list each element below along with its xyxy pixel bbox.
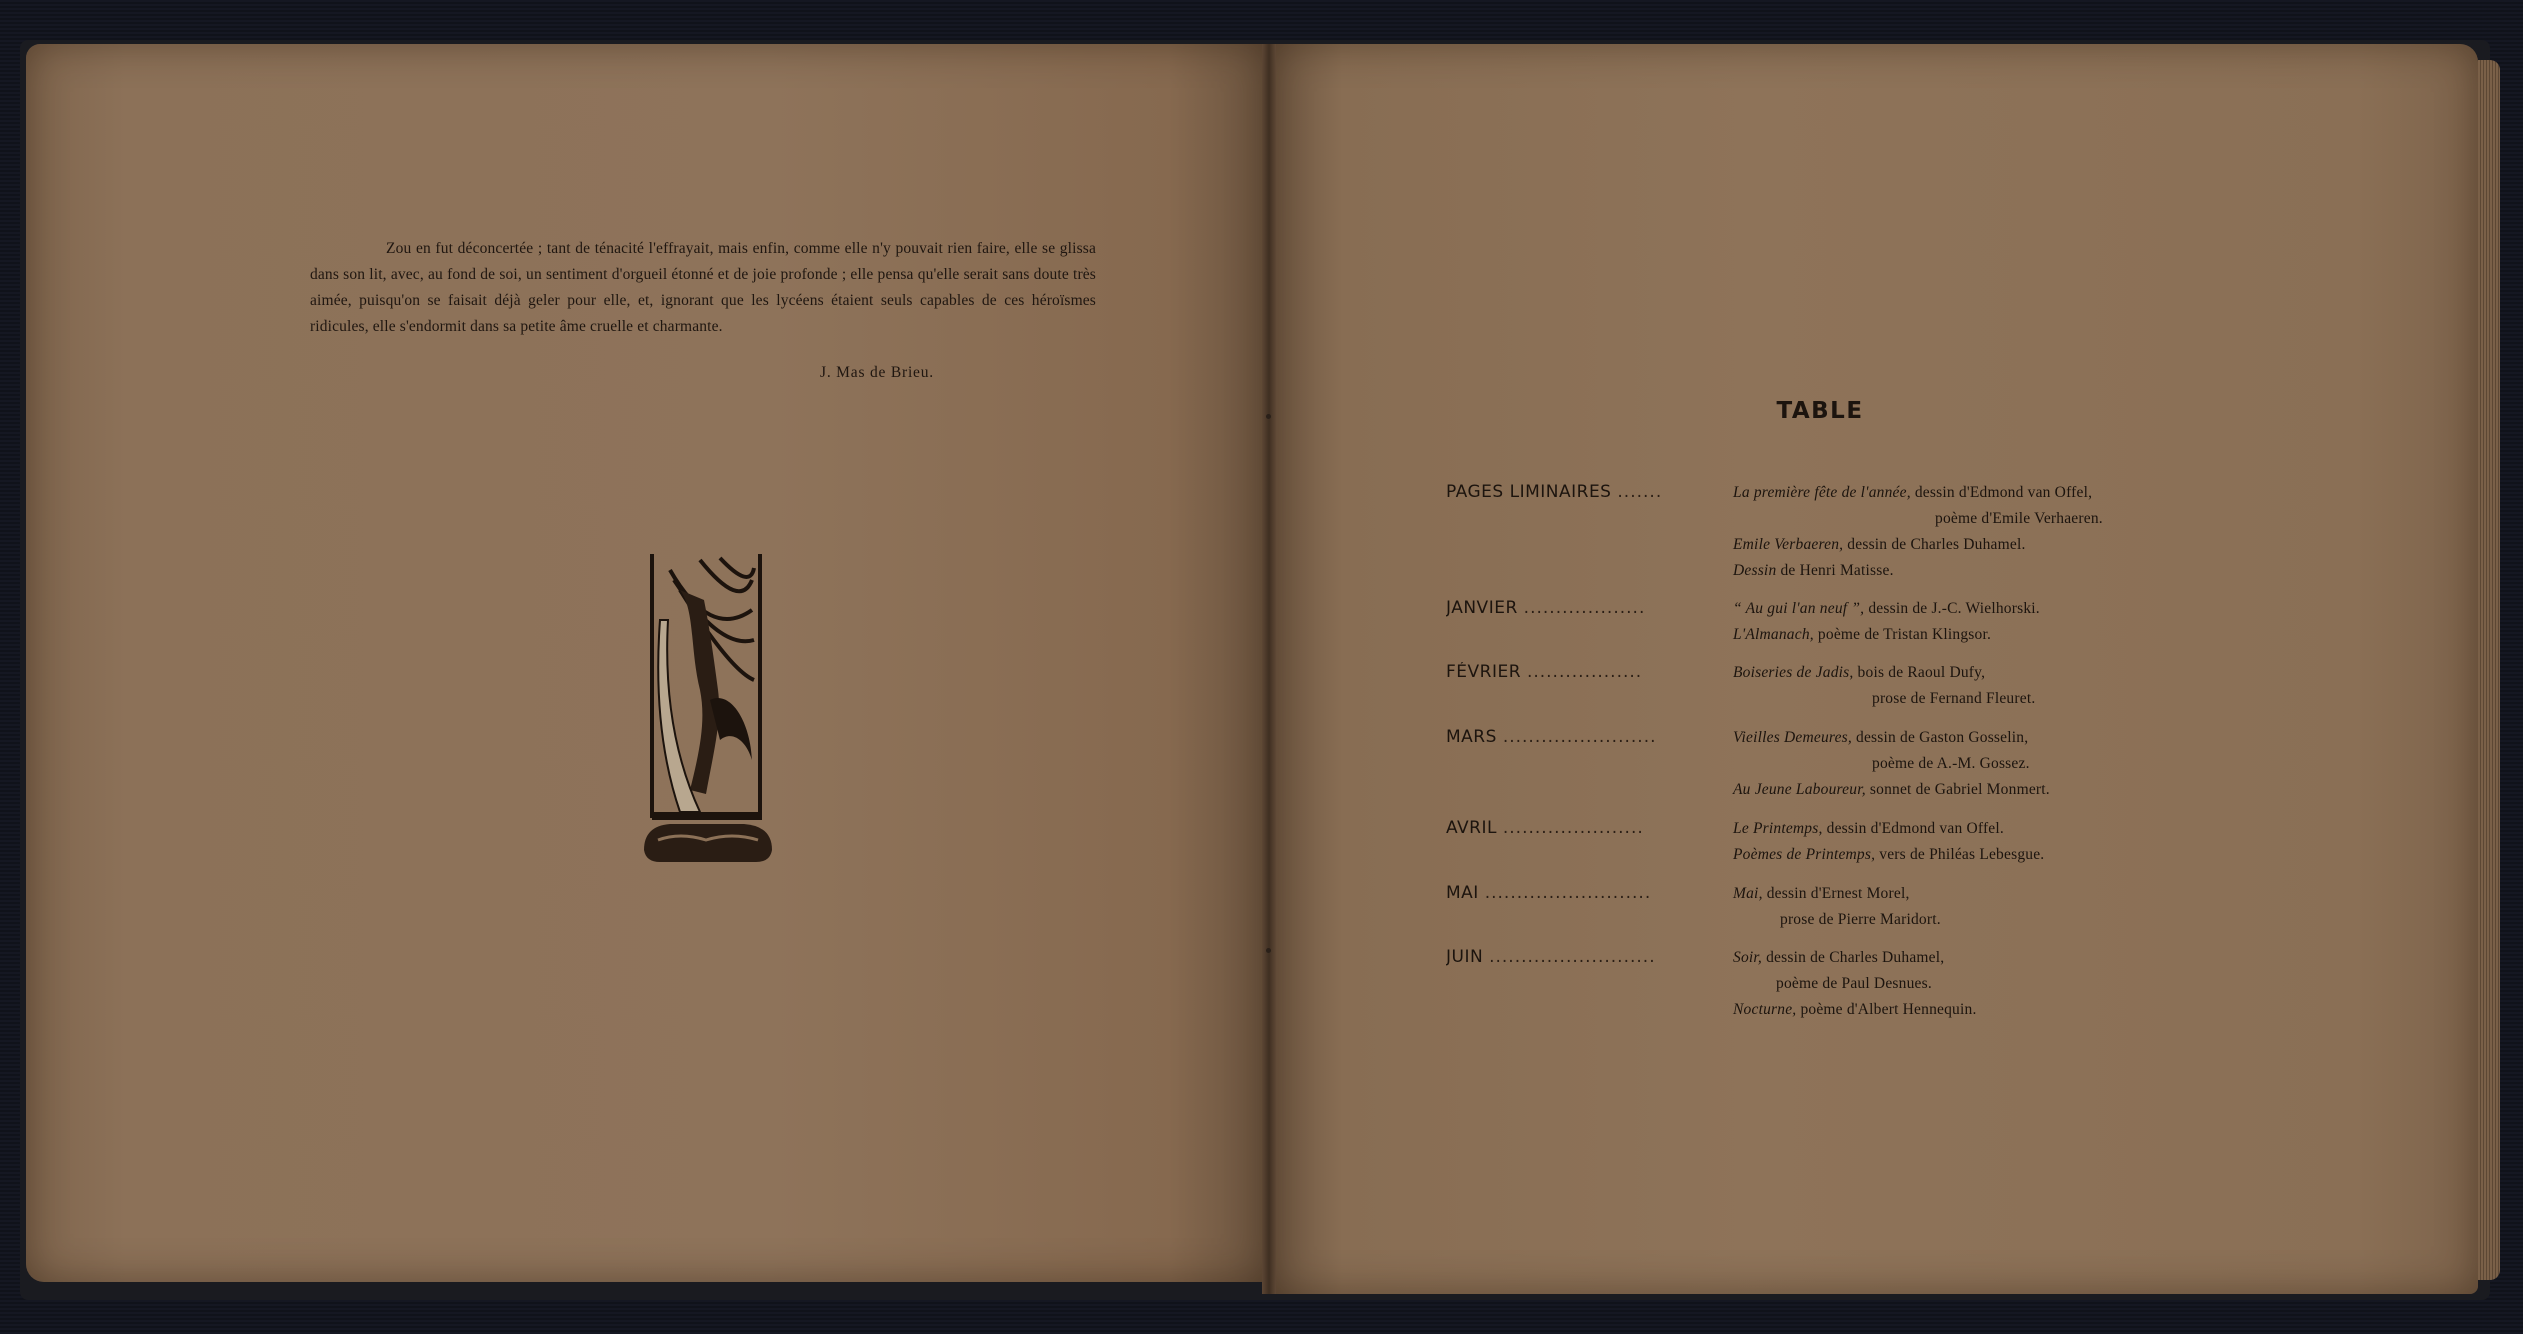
- vignette-illustration: [640, 550, 780, 870]
- toc-leader-dots: ......................: [1502, 818, 1644, 838]
- toc-work-title: L'Almanach,: [1733, 626, 1814, 643]
- toc-credit: vers de Philéas Lebesgue.: [1875, 846, 2045, 863]
- binding-stitch: [1266, 948, 1271, 953]
- author-signature: J. Mas de Brieu.: [820, 364, 934, 381]
- toc-leader-dots: ..........................: [1484, 883, 1652, 903]
- toc-work-title: “ Au gui l'an neuf ”,: [1733, 600, 1865, 617]
- toc-work-title: Emile Verbaeren,: [1733, 536, 1844, 553]
- page-edges: [2478, 60, 2500, 1280]
- paragraph-text: Zou en fut déconcertée ; tant de ténacité l'effrayait, mais enfin, comme elle n'y pouvait rien faire, elle se glissa dans son lit, avec, au fond de soi, un sentiment d'orgueil étonné et de joie profonde ; elle pensa qu'elle serait sans doute très aimée, puisqu'on se faisait déjà geler pour elle, et, ignorant que les lycéens étaient seuls capables de ces héroïsmes ridicules, elle s'endormit dans sa petite âme cruelle et charmante.: [310, 240, 1096, 335]
- toc-entry-line: [1733, 1001, 1977, 1019]
- table-title: TABLE: [1776, 398, 1864, 424]
- toc-leader-dots: ........................: [1502, 727, 1657, 747]
- toc-entry-line: [1733, 781, 2050, 799]
- toc-credit: poème de Paul Desnues.: [1776, 975, 1932, 992]
- toc-entry-line: [1733, 820, 2004, 838]
- toc-entry-line: [1776, 975, 1932, 993]
- toc-leader-dots: ..................: [1526, 662, 1643, 682]
- toc-entry-line: [1733, 484, 2092, 502]
- toc-credit: poème de Tristan Klingsor.: [1813, 626, 1992, 643]
- toc-entry-label: [1446, 598, 1714, 618]
- toc-entry-label: [1446, 662, 1714, 682]
- toc-credit: dessin de Charles Duhamel.: [1843, 536, 2026, 553]
- toc-entry-label: [1446, 947, 1714, 967]
- toc-credit: dessin d'Edmond van Offel,: [1910, 484, 2093, 501]
- toc-entry-line: [1733, 626, 1991, 644]
- toc-work-title: Poèmes de Printemps,: [1733, 846, 1876, 863]
- toc-entry-line: [1935, 510, 2103, 528]
- toc-credit: de Henri Matisse.: [1776, 562, 1894, 579]
- toc-entry-line: [1733, 664, 1985, 682]
- toc-entry-line: [1733, 729, 2028, 747]
- toc-entry-line: [1872, 755, 2030, 773]
- toc-leader-dots: ...................: [1523, 598, 1646, 618]
- toc-month: JANVIER: [1446, 598, 1524, 618]
- toc-work-title: Dessin: [1733, 562, 1777, 579]
- toc-work-title: La première fête de l'année,: [1733, 484, 1911, 501]
- toc-entry-label: [1446, 883, 1714, 903]
- toc-credit: sonnet de Gabriel Monmert.: [1865, 781, 2050, 798]
- toc-entry-label: [1446, 727, 1714, 747]
- toc-month: FÉVRIER: [1446, 662, 1527, 682]
- toc-work-title: Boiseries de Jadis,: [1733, 664, 1854, 681]
- toc-credit: bois de Raoul Dufy,: [1853, 664, 1986, 681]
- toc-month: PAGES LIMINAIRES: [1446, 482, 1618, 502]
- toc-credit: poème de A.-M. Gossez.: [1872, 755, 2030, 772]
- toc-credit: dessin d'Edmond van Offel.: [1822, 820, 2004, 837]
- toc-credit: dessin de Charles Duhamel,: [1762, 949, 1945, 966]
- toc-credit: dessin d'Ernest Morel,: [1762, 885, 1910, 902]
- toc-credit: prose de Pierre Maridort.: [1780, 911, 1941, 928]
- toc-leader-dots: .......: [1617, 482, 1663, 502]
- toc-entry-line: [1733, 846, 2044, 864]
- toc-month: MAI: [1446, 883, 1485, 903]
- toc-work-title: Mai,: [1733, 885, 1763, 902]
- toc-entry-label: [1446, 482, 1714, 502]
- toc-work-title: Vieilles Demeures,: [1733, 729, 1852, 746]
- toc-credit: dessin de J.-C. Wielhorski.: [1864, 600, 2040, 617]
- toc-credit: dessin de Gaston Gosselin,: [1851, 729, 2029, 746]
- toc-credit: poème d'Emile Verhaeren.: [1935, 510, 2103, 527]
- toc-entry-line: [1733, 562, 1894, 580]
- toc-month: JUIN: [1446, 947, 1490, 967]
- book-gutter: [1262, 44, 1276, 1294]
- toc-month: MARS: [1446, 727, 1503, 747]
- toc-work-title: Nocturne,: [1733, 1001, 1797, 1018]
- toc-entry-line: [1733, 600, 2040, 618]
- toc-entry-line: [1733, 885, 1910, 903]
- toc-work-title: Le Printemps,: [1733, 820, 1823, 837]
- story-ending-paragraph: [310, 236, 1096, 340]
- toc-credit: prose de Fernand Fleuret.: [1872, 690, 2036, 707]
- toc-entry-line: [1733, 949, 1944, 967]
- toc-month: AVRIL: [1446, 818, 1503, 838]
- toc-work-title: Soir,: [1733, 949, 1762, 966]
- toc-entry-line: [1872, 690, 2035, 708]
- toc-entry-label: [1446, 818, 1714, 838]
- toc-entry-line: [1780, 911, 1941, 929]
- toc-entry-line: [1733, 536, 2026, 554]
- toc-credit: poème d'Albert Hennequin.: [1796, 1001, 1977, 1018]
- binding-stitch: [1266, 414, 1271, 419]
- toc-leader-dots: ..........................: [1489, 947, 1656, 967]
- toc-work-title: Au Jeune Laboureur,: [1733, 781, 1866, 798]
